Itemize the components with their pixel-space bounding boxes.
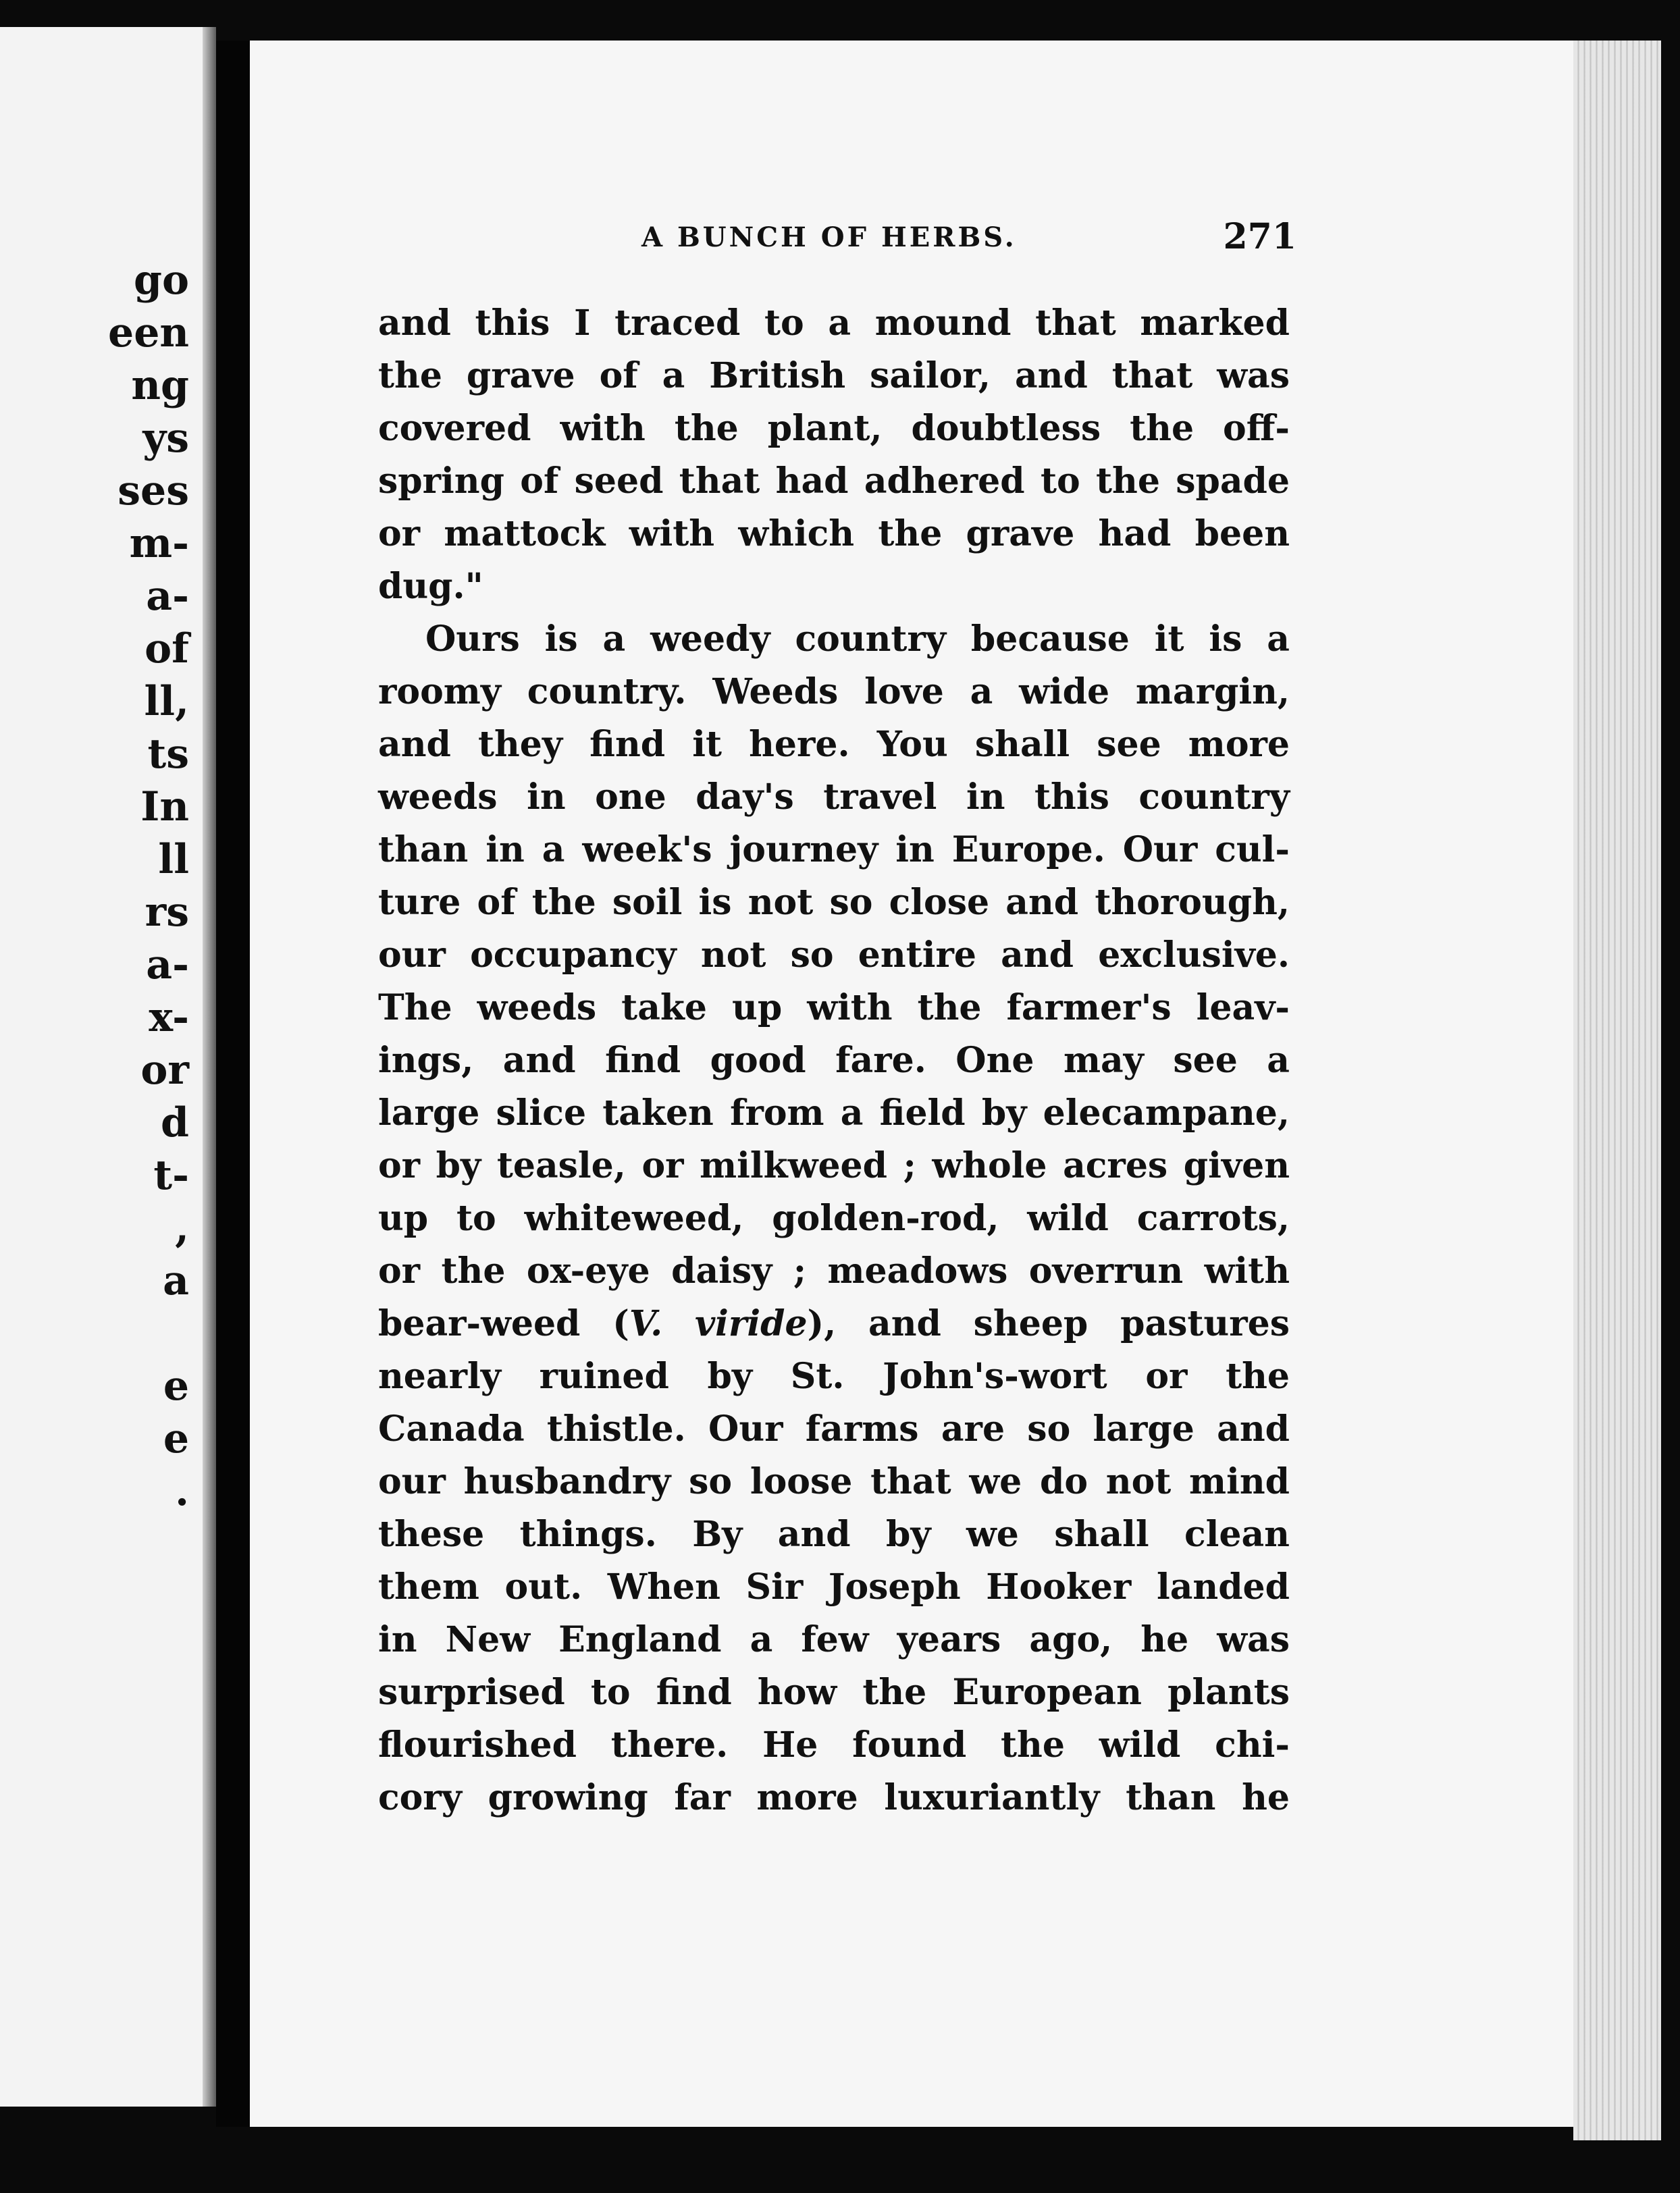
previous-page-fragment: ll, bbox=[144, 678, 189, 725]
page-header bbox=[641, 216, 1296, 270]
text-line: and they find it here. You shall see more bbox=[378, 724, 1290, 765]
text-line: or by teasle, or milkweed ; whole acres given bbox=[378, 1145, 1290, 1186]
text-line: flourished there. He found the wild chi- bbox=[378, 1724, 1290, 1766]
previous-page-fragment: In bbox=[140, 783, 189, 830]
previous-page-fragment: . bbox=[175, 1468, 189, 1515]
page-stack-edge bbox=[1573, 41, 1661, 2140]
previous-page-fragment: m- bbox=[129, 520, 189, 567]
text-line: spring of seed that had adhered to the spade bbox=[378, 460, 1290, 502]
text-line: or mattock with which the grave had been bbox=[378, 513, 1290, 554]
previous-page-fragment: ses bbox=[117, 467, 189, 514]
text-line: nearly ruined by St. John's-wort or the bbox=[378, 1356, 1290, 1397]
previous-page-edge bbox=[203, 27, 216, 2107]
previous-page-fragment: or bbox=[140, 1047, 189, 1094]
text-line: than in a week's journey in Europe. Our cul- bbox=[378, 829, 1290, 870]
previous-page-fragment: a- bbox=[146, 573, 189, 620]
text-segment: ), and sheep pastures bbox=[807, 1303, 1290, 1344]
text-line: the grave of a British sailor, and that was bbox=[378, 355, 1290, 396]
text-line: roomy country. Weeds love a wide margin, bbox=[378, 671, 1290, 712]
previous-page-fragment: e bbox=[163, 1415, 189, 1462]
text-line-bearweed bbox=[378, 1298, 1290, 1350]
previous-page-fragment: , bbox=[175, 1205, 189, 1252]
text-line: surprised to find how the European plants bbox=[378, 1672, 1290, 1713]
text-line: weeds in one day's travel in this country bbox=[378, 776, 1290, 818]
text-line: and this I traced to a mound that marked bbox=[378, 302, 1290, 344]
text-line: The weeds take up with the farmer's leav- bbox=[378, 987, 1290, 1028]
body-text bbox=[378, 297, 1290, 1824]
previous-page bbox=[0, 27, 203, 2107]
previous-page-fragment: go bbox=[134, 257, 189, 304]
previous-page-fragment: t- bbox=[153, 1152, 189, 1199]
text-line: them out. When Sir Joseph Hooker landed bbox=[378, 1566, 1290, 1608]
previous-page-fragment: ll bbox=[158, 836, 189, 883]
text-line: our husbandry so loose that we do not mind bbox=[378, 1461, 1290, 1502]
text-line: Ours is a weedy country because it is a bbox=[425, 618, 1290, 660]
page-number: 271 bbox=[1223, 216, 1296, 257]
previous-page-fragment: ys bbox=[142, 415, 189, 462]
previous-page-fragment: of bbox=[145, 625, 189, 672]
previous-page-fragment: ts bbox=[147, 731, 189, 778]
previous-page-fragment: e bbox=[163, 1363, 189, 1410]
text-line: up to whiteweed, golden-rod, wild carrots, bbox=[378, 1198, 1290, 1239]
text-line: in New England a few years ago, he was bbox=[378, 1619, 1290, 1660]
text-line: covered with the plant, doubtless the off- bbox=[378, 408, 1290, 449]
text-line: cory growing far more luxuriantly than he bbox=[378, 1777, 1290, 1818]
text-line: our occupancy not so entire and exclusive. bbox=[378, 934, 1290, 976]
previous-page-fragment: rs bbox=[145, 889, 189, 936]
text-line: ings, and find good fare. One may see a bbox=[378, 1040, 1290, 1081]
book-gutter bbox=[216, 41, 250, 2127]
previous-page-fragment: x- bbox=[149, 994, 189, 1041]
previous-page-fragment: ng bbox=[131, 362, 189, 409]
text-line: Canada thistle. Our farms are so large and bbox=[378, 1408, 1290, 1450]
previous-page-fragment: d bbox=[161, 1099, 189, 1146]
italic-species-name: V. viride bbox=[629, 1303, 808, 1344]
text-line: or the ox-eye daisy ; meadows overrun with bbox=[378, 1250, 1290, 1292]
text-line: these things. By and by we shall clean bbox=[378, 1514, 1290, 1555]
running-head: A BUNCH OF HERBS. bbox=[641, 221, 1017, 253]
text-line: ture of the soil is not so close and thorough, bbox=[378, 882, 1290, 923]
text-segment: bear-weed ( bbox=[378, 1303, 629, 1344]
text-line: dug." bbox=[378, 566, 483, 607]
previous-page-fragment: a- bbox=[146, 941, 189, 988]
previous-page-fragment: een bbox=[108, 309, 189, 356]
text-line: large slice taken from a field by elecampane, bbox=[378, 1092, 1290, 1134]
previous-page-fragment: a bbox=[163, 1257, 189, 1304]
